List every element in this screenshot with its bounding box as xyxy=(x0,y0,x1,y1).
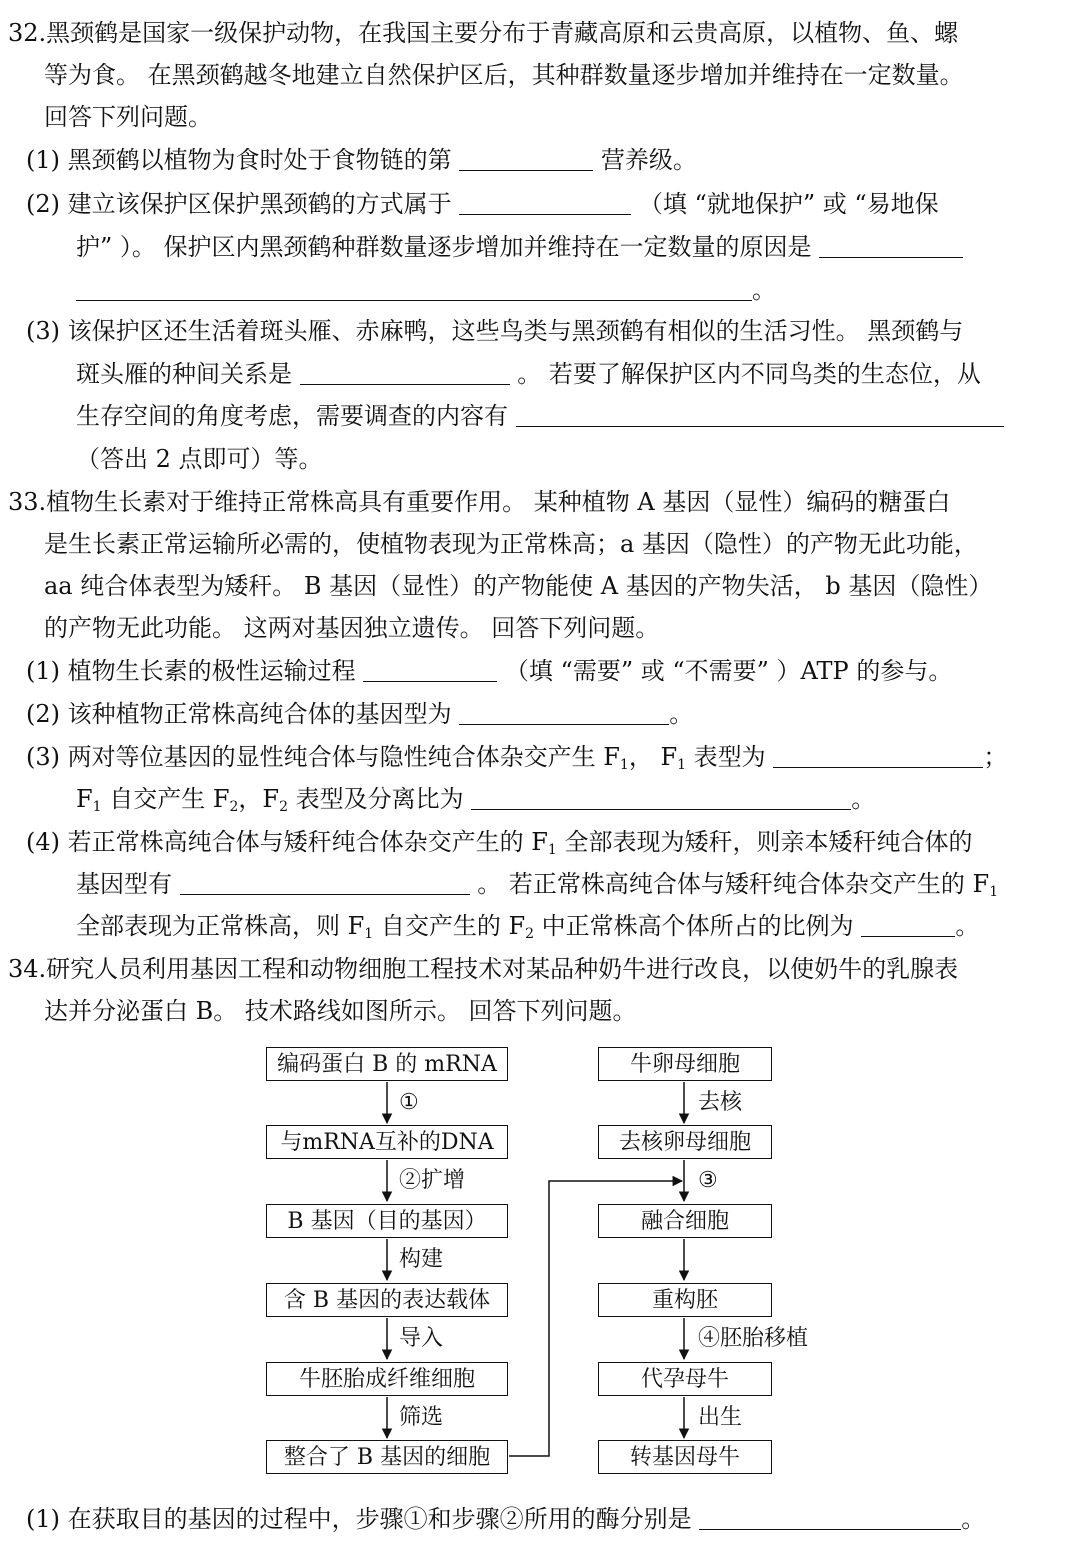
q33-part3-sep: ， F xyxy=(628,743,678,771)
flow-box-vector: 含 B 基因的表达载体 xyxy=(266,1283,508,1317)
q34-part1-text: 在获取目的基因的过程中，步骤①和步骤②所用的酶分别是 xyxy=(67,1505,692,1533)
q33-part4-text-e: 全部表现为正常株高，则 F xyxy=(76,912,365,940)
subscript: 2 xyxy=(525,926,535,942)
flow-box-fused-cell: 融合细胞 xyxy=(598,1204,772,1238)
flow-step-label: ③ xyxy=(698,1168,718,1193)
q32-number: 32. xyxy=(8,19,47,47)
flow-box-enucleated-oocyte: 去核卵母细胞 xyxy=(598,1125,772,1159)
flow-step-label: 去核 xyxy=(698,1090,743,1115)
subscript: 1 xyxy=(619,757,629,773)
answer-blank[interactable] xyxy=(699,1507,961,1530)
q34-text-1: 研究人员利用基因工程和动物细胞工程技术对某品种奶牛进行改良，以使奶牛的乳腺表 xyxy=(46,955,959,983)
q33-part4-text: 若正常株高纯合体与矮秆纯合体杂交产生的 F xyxy=(67,828,548,856)
q34-text-2: 达并分泌蛋白 B。 技术路线如图所示。 回答下列问题。 xyxy=(44,997,637,1025)
flow-step-label: 筛选 xyxy=(399,1405,444,1430)
q33-part1-number: (1) xyxy=(26,657,60,685)
q33-number: 33. xyxy=(8,488,47,516)
q33-part3-semicolon: ； xyxy=(983,743,1008,771)
q33-part1-text: 植物生长素的极性运输过程 xyxy=(67,657,356,685)
flow-box-cdna: 与mRNA互补的DNA xyxy=(266,1125,508,1159)
q33-text-2: 是生长素正常运输所必需的，使植物表现为正常株高；a 基因（隐性）的产物无此功能， xyxy=(44,530,978,558)
q32-part1-text: 黑颈鹤以植物为食时处于食物链的第 xyxy=(67,146,452,174)
q32-text-1: 黑颈鹤是国家一级保护动物，在我国主要分布于青藏高原和云贵高原，以植物、鱼、螺 xyxy=(46,19,959,47)
q33-part1-text-end: （填 “需要” 或 “不需要” ）ATP 的参与。 xyxy=(504,657,953,685)
flow-box-mrna: 编码蛋白 B 的 mRNA xyxy=(266,1047,508,1081)
q32-part3-text-e: （答出 2 点即可）等。 xyxy=(76,445,323,473)
q32-part2-number: (2) xyxy=(26,190,60,218)
q34-part1-number: (1) xyxy=(26,1505,60,1533)
flow-box-oocyte: 牛卵母细胞 xyxy=(598,1047,772,1081)
q32-part2-text: 建立该保护区保护黑颈鹤的方式属于 xyxy=(67,190,452,218)
flow-box-b-gene: B 基因（目的基因） xyxy=(266,1204,508,1238)
q33-part3-text-g: 表型及分离比为 xyxy=(288,785,464,813)
q32-part3-text-b: 斑头雁的种间关系是 xyxy=(76,360,292,388)
q32-part3-text-c: 。 若要了解保护区内不同鸟类的生态位，从 xyxy=(517,360,981,388)
flow-box-surrogate-cow: 代孕母牛 xyxy=(598,1362,772,1396)
q32-part3-text-d: 生存空间的角度考虑，需要调查的内容有 xyxy=(76,402,508,430)
q33-text-1: 植物生长素对于维持正常株高具有重要作用。 某种植物 A 基因（显性）编码的糖蛋白 xyxy=(46,488,951,516)
q33-part3-text-b: 表型为 xyxy=(686,743,766,771)
q33-part2-text: 该种植物正常株高纯合体的基因型为 xyxy=(67,700,452,728)
subscript: 1 xyxy=(92,799,102,815)
q33-part3-text-d: F xyxy=(76,785,93,813)
q33-part4-text-g: 中正常株高个体所占的比例为 xyxy=(534,912,854,940)
q33-part3-text: 两对等位基因的显性纯合体与隐性纯合体杂交产生 F xyxy=(67,743,620,771)
q32-part2-text-b: （填 “就地保护” 或 “易地保 xyxy=(638,190,939,218)
flow-step-label: ④胚胎移植 xyxy=(698,1326,809,1351)
q33-part3-text-e: 自交产生 F xyxy=(101,785,230,813)
q32-text-3: 回答下列问题。 xyxy=(44,103,212,131)
subscript: 2 xyxy=(279,799,288,815)
flow-step-label: 出生 xyxy=(698,1405,743,1430)
flow-box-reconstructed-embryo: 重构胚 xyxy=(598,1283,772,1317)
q33-part3-text-f: ，F xyxy=(238,785,280,813)
flow-step-label: 构建 xyxy=(399,1247,444,1272)
q34-part1 xyxy=(26,1502,985,1536)
q33-part4-text-d: 。 若正常株高纯合体与矮秆纯合体杂交产生的 F xyxy=(477,870,990,898)
q33-part4-text-f: 自交产生的 F xyxy=(373,912,526,940)
q33-part4-text-c: 基因型有 xyxy=(76,870,172,898)
flow-step-label: ②扩增 xyxy=(399,1168,466,1193)
q32-part3-number: (3) xyxy=(26,317,60,345)
q34-number: 34. xyxy=(8,955,47,983)
q33-part4-number: (4) xyxy=(26,828,60,856)
subscript: 1 xyxy=(547,842,557,858)
subscript: 1 xyxy=(364,926,374,942)
q33-text-4: 的产物无此功能。 这两对基因独立遗传。 回答下列问题。 xyxy=(44,614,660,642)
subscript: 1 xyxy=(989,884,999,900)
q32-part1-number: (1) xyxy=(26,146,60,174)
q33-part3-number: (3) xyxy=(26,743,60,771)
q32-text-2: 等为食。 在黑颈鹤越冬地建立自然保护区后，其种群数量逐步增加并维持在一定数量。 xyxy=(44,61,964,89)
q33-part4-text-b: 全部表现为矮秆，则亲本矮秆纯合体的 xyxy=(556,828,973,856)
flow-step-label: ① xyxy=(399,1090,419,1115)
flow-step-label: 导入 xyxy=(399,1326,444,1351)
q32-part3-text: 该保护区还生活着斑头雁、赤麻鸭，这些鸟类与黑颈鹤有相似的生活习性。 黑颈鹤与 xyxy=(67,317,964,345)
q33-part4-period: 。 xyxy=(955,912,980,940)
q34-part1-period: 。 xyxy=(961,1505,986,1533)
flow-box-integrated-cell: 整合了 B 基因的细胞 xyxy=(266,1440,508,1474)
q32-part2-text-c: 护” ）。 保护区内黑颈鹤种群数量逐步增加并维持在一定数量的原因是 xyxy=(76,233,812,261)
q32-part1-text-end: 营养级。 xyxy=(600,146,697,174)
q33-text-3: aa 纯合体表型为矮秆。 B 基因（显性）的产物能使 A 基因的产物失活， b 基因（隐性） xyxy=(44,572,993,600)
subscript: 2 xyxy=(229,799,239,815)
flow-box-fibroblast: 牛胚胎成纤维细胞 xyxy=(266,1362,508,1396)
q33-part2-number: (2) xyxy=(26,700,60,728)
q33-part3-period: 。 xyxy=(851,785,876,813)
q33-part2-period: 。 xyxy=(669,700,694,728)
flow-box-transgenic-cow: 转基因母牛 xyxy=(598,1440,772,1474)
subscript: 1 xyxy=(677,757,687,773)
q32-part2-period: 。 xyxy=(752,276,776,304)
